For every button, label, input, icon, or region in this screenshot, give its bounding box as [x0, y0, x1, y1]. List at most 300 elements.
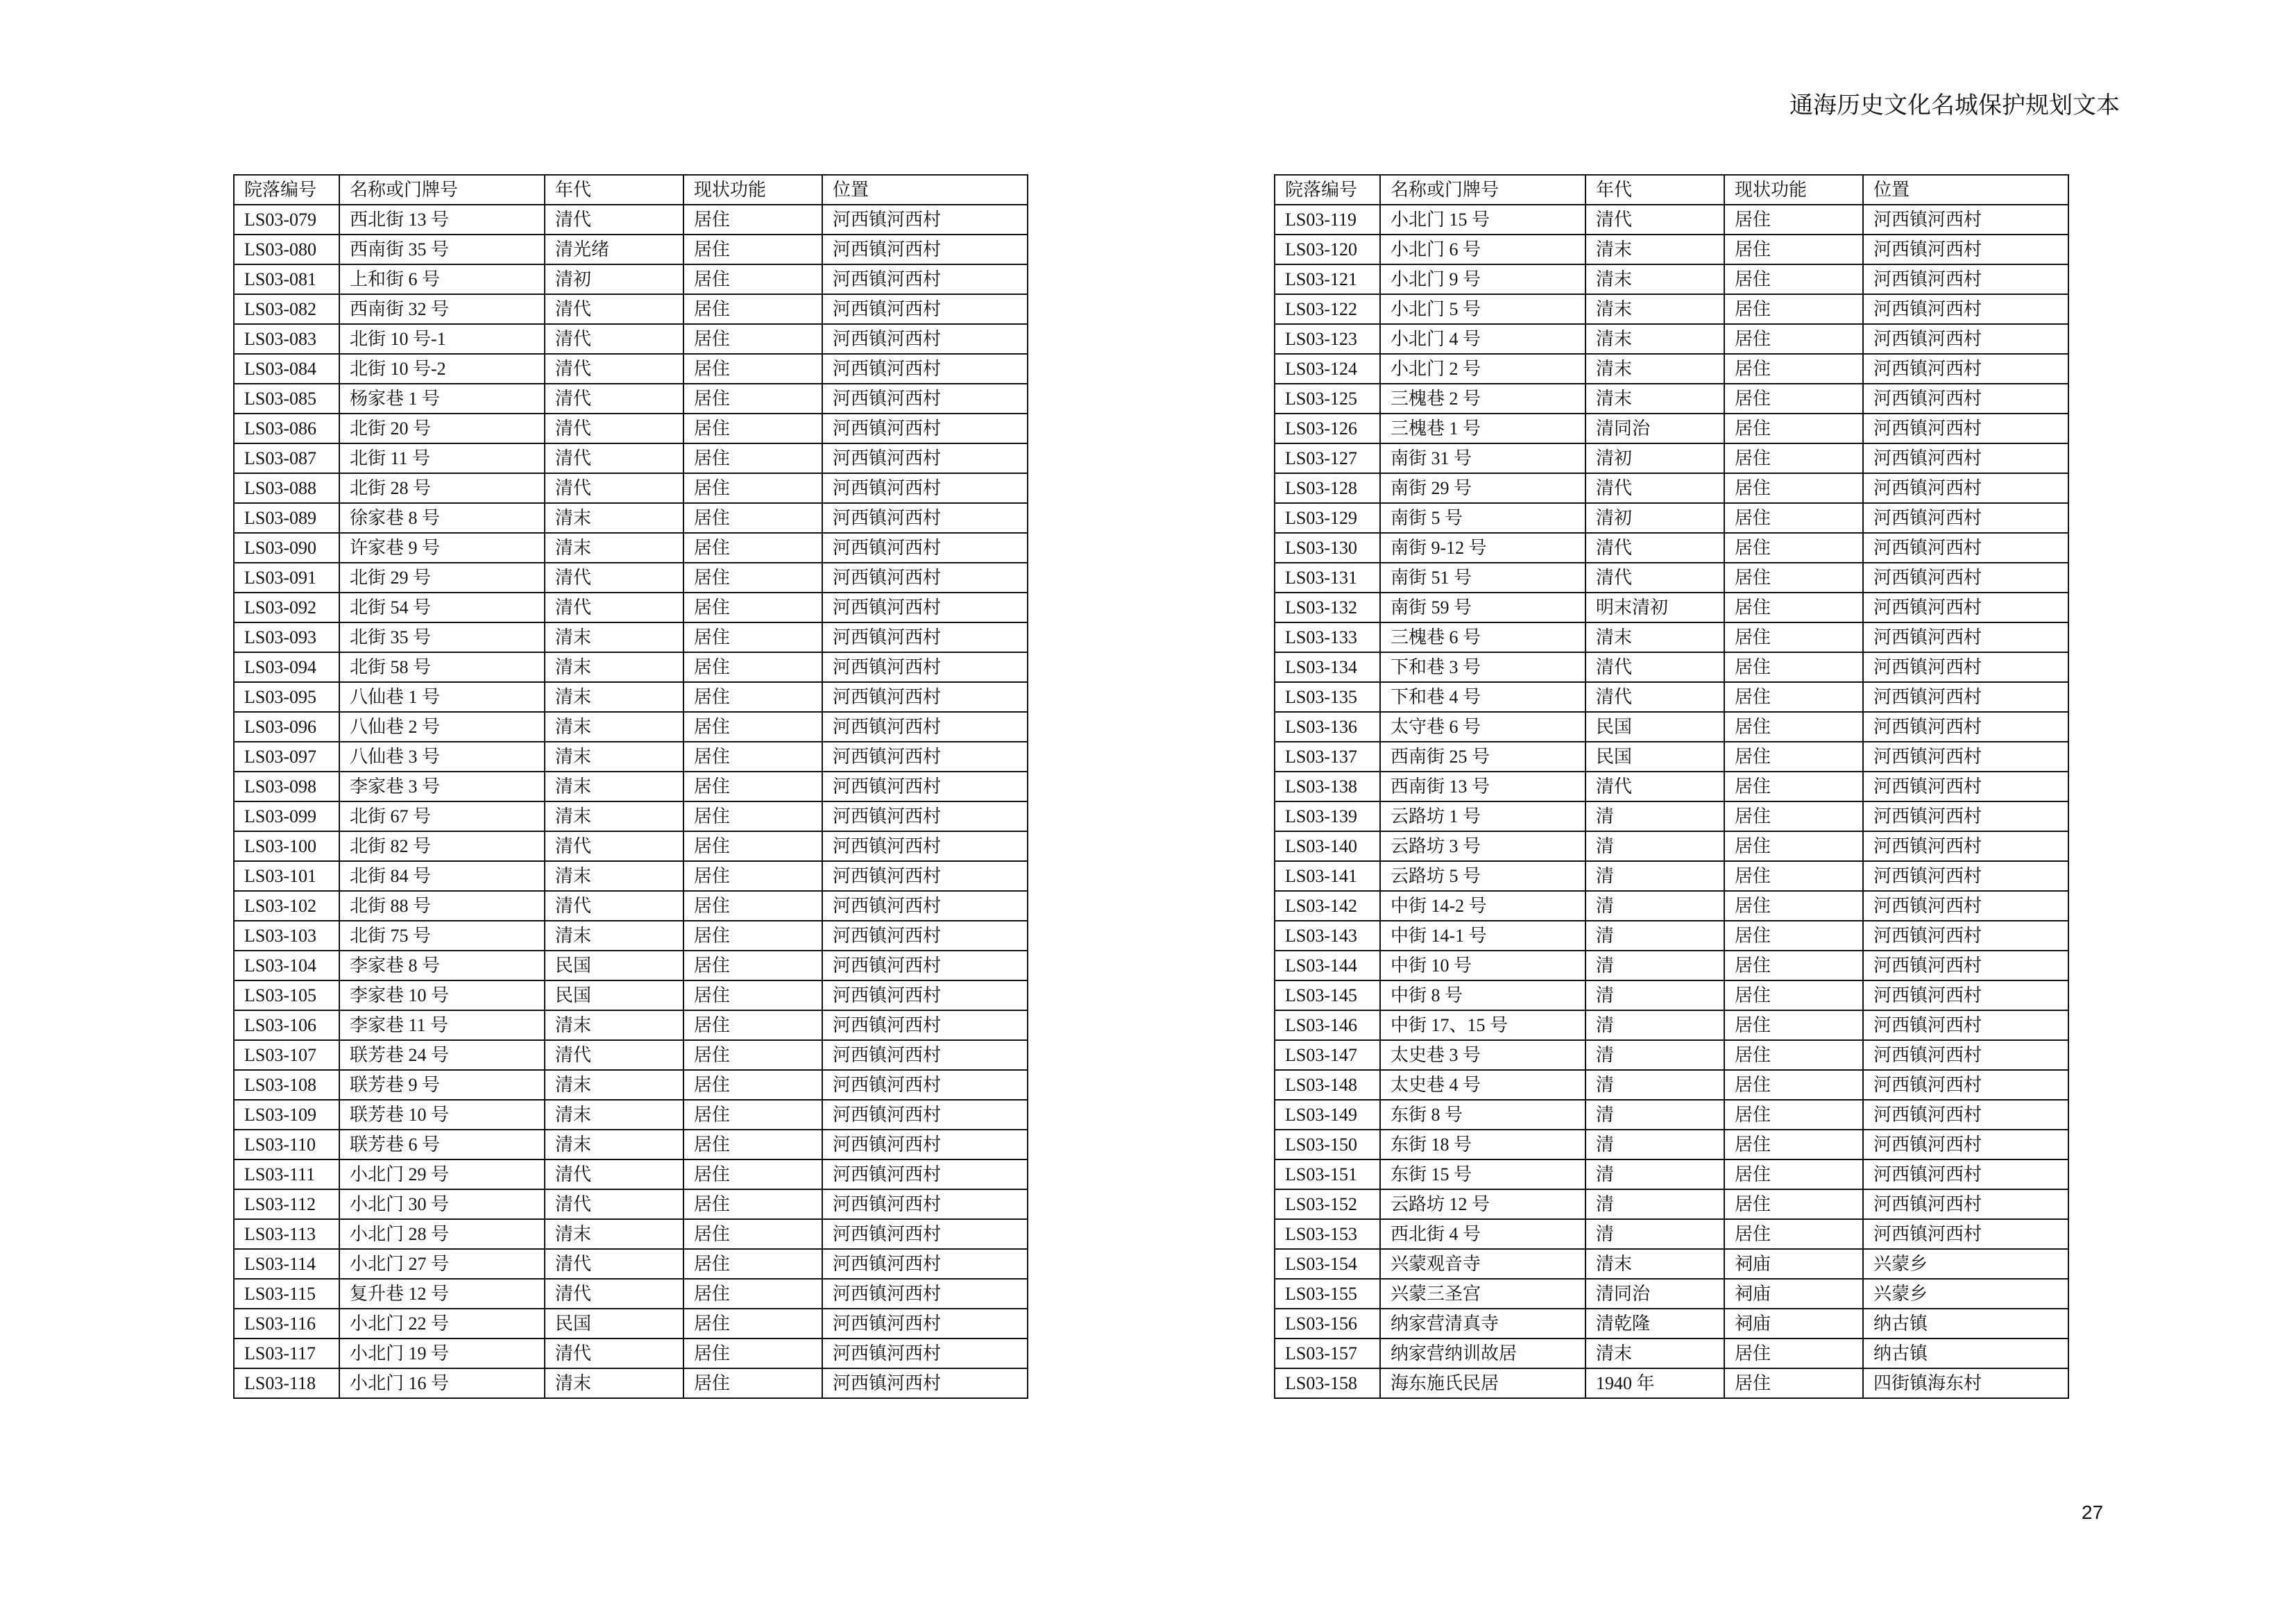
table-row — [1275, 1339, 2068, 1368]
table-row — [234, 205, 1028, 235]
cell-name: 李家巷 11 号 — [339, 1010, 545, 1040]
cell-era: 清初 — [1585, 503, 1724, 533]
cell-name: 许家巷 9 号 — [339, 533, 545, 563]
cell-function: 居住 — [683, 772, 822, 801]
table-row — [1275, 1070, 2068, 1100]
table-row — [234, 1279, 1028, 1309]
cell-location: 河西镇河西村 — [822, 593, 1028, 622]
cell-function: 居住 — [1724, 652, 1863, 682]
cell-era: 清末 — [545, 533, 683, 563]
cell-function: 居住 — [683, 801, 822, 831]
table-row — [234, 1040, 1028, 1070]
cell-id: LS03-155 — [1275, 1279, 1380, 1309]
cell-era: 清末 — [545, 801, 683, 831]
cell-id: LS03-131 — [1275, 563, 1380, 593]
table-row — [234, 1368, 1028, 1398]
cell-location: 河西镇河西村 — [822, 801, 1028, 831]
table-row — [234, 1339, 1028, 1368]
cell-location: 河西镇河西村 — [1863, 1159, 2068, 1189]
cell-era: 清代 — [545, 443, 683, 473]
table-row — [1275, 652, 2068, 682]
cell-era: 清初 — [1585, 443, 1724, 473]
cell-location: 河西镇河西村 — [1863, 712, 2068, 742]
cell-location: 河西镇河西村 — [1863, 473, 2068, 503]
table-row — [234, 1070, 1028, 1100]
cell-era: 清代 — [1585, 205, 1724, 235]
table-row — [234, 1159, 1028, 1189]
cell-id: LS03-126 — [1275, 414, 1380, 443]
table-row — [1275, 593, 2068, 622]
cell-function: 居住 — [683, 712, 822, 742]
cell-era: 清末 — [545, 772, 683, 801]
cell-era: 清代 — [545, 563, 683, 593]
cell-location: 河西镇河西村 — [822, 682, 1028, 712]
cell-era: 民国 — [1585, 742, 1724, 772]
cell-location: 河西镇河西村 — [822, 1279, 1028, 1309]
cell-id: LS03-097 — [234, 742, 339, 772]
table-row — [1275, 294, 2068, 324]
table-row — [1275, 801, 2068, 831]
table-row — [234, 414, 1028, 443]
table-row — [1275, 1100, 2068, 1130]
cell-id: LS03-119 — [1275, 205, 1380, 235]
cell-function: 居住 — [683, 443, 822, 473]
cell-era: 清光绪 — [545, 235, 683, 264]
cell-era: 清初 — [545, 264, 683, 294]
cell-name: 西南街 25 号 — [1380, 742, 1585, 772]
cell-name: 兴蒙观音寺 — [1380, 1249, 1585, 1279]
cell-era: 清末 — [1585, 235, 1724, 264]
cell-era: 清代 — [1585, 652, 1724, 682]
cell-location: 河西镇河西村 — [1863, 1130, 2068, 1159]
cell-location: 河西镇河西村 — [822, 652, 1028, 682]
cell-id: LS03-146 — [1275, 1010, 1380, 1040]
cell-era: 清同治 — [1585, 414, 1724, 443]
cell-function: 居住 — [683, 473, 822, 503]
cell-name: 海东施氏民居 — [1380, 1368, 1585, 1398]
cell-era: 清 — [1585, 1219, 1724, 1249]
cell-era: 清 — [1585, 951, 1724, 980]
cell-function: 居住 — [683, 1130, 822, 1159]
cell-function: 居住 — [1724, 1040, 1863, 1070]
cell-function: 居住 — [683, 533, 822, 563]
table-row — [1275, 205, 2068, 235]
cell-name: 西南街 35 号 — [339, 235, 545, 264]
cell-era: 清代 — [545, 354, 683, 384]
table-row — [1275, 772, 2068, 801]
cell-function: 居住 — [1724, 1368, 1863, 1398]
table-row — [234, 1130, 1028, 1159]
cell-location: 河西镇河西村 — [822, 1249, 1028, 1279]
cell-era: 清代 — [545, 1189, 683, 1219]
cell-function: 居住 — [683, 593, 822, 622]
cell-location: 河西镇河西村 — [1863, 652, 2068, 682]
cell-name: 李家巷 8 号 — [339, 951, 545, 980]
cell-location: 河西镇河西村 — [822, 742, 1028, 772]
cell-name: 北街 58 号 — [339, 652, 545, 682]
cell-id: LS03-105 — [234, 980, 339, 1010]
cell-era: 清末 — [545, 503, 683, 533]
cell-location: 河西镇河西村 — [1863, 980, 2068, 1010]
table-row — [234, 682, 1028, 712]
cell-id: LS03-111 — [234, 1159, 339, 1189]
cell-location: 河西镇河西村 — [822, 1219, 1028, 1249]
table-row — [234, 861, 1028, 891]
cell-function: 居住 — [1724, 801, 1863, 831]
column-header-id: 院落编号 — [234, 175, 339, 205]
column-header-era: 年代 — [1585, 175, 1724, 205]
cell-function: 居住 — [1724, 354, 1863, 384]
table-row — [234, 622, 1028, 652]
cell-location: 河西镇河西村 — [822, 1368, 1028, 1398]
cell-era: 清代 — [545, 1249, 683, 1279]
cell-era: 清末 — [545, 622, 683, 652]
cell-name: 联芳巷 6 号 — [339, 1130, 545, 1159]
cell-function: 居住 — [1724, 1189, 1863, 1219]
cell-era: 民国 — [545, 951, 683, 980]
cell-era: 清同治 — [1585, 1279, 1724, 1309]
cell-location: 河西镇河西村 — [1863, 1040, 2068, 1070]
cell-id: LS03-096 — [234, 712, 339, 742]
cell-name: 南街 29 号 — [1380, 473, 1585, 503]
cell-era: 清代 — [545, 593, 683, 622]
cell-location: 河西镇河西村 — [1863, 861, 2068, 891]
cell-id: LS03-137 — [1275, 742, 1380, 772]
cell-function: 居住 — [1724, 951, 1863, 980]
cell-id: LS03-136 — [1275, 712, 1380, 742]
cell-era: 清末 — [545, 1100, 683, 1130]
cell-location: 河西镇河西村 — [822, 443, 1028, 473]
table-row — [1275, 1130, 2068, 1159]
cell-name: 北街 10 号-2 — [339, 354, 545, 384]
column-header-function: 现状功能 — [683, 175, 822, 205]
cell-function: 居住 — [1724, 324, 1863, 354]
cell-function: 居住 — [683, 1339, 822, 1368]
table-row — [1275, 1219, 2068, 1249]
cell-function: 居住 — [683, 831, 822, 861]
cell-era: 清 — [1585, 1040, 1724, 1070]
cell-function: 居住 — [683, 622, 822, 652]
cell-era: 清末 — [545, 652, 683, 682]
cell-id: LS03-118 — [234, 1368, 339, 1398]
cell-era: 清 — [1585, 921, 1724, 951]
cell-id: LS03-086 — [234, 414, 339, 443]
cell-location: 河西镇河西村 — [1863, 682, 2068, 712]
cell-function: 居住 — [683, 384, 822, 414]
table-header — [1275, 175, 2068, 205]
cell-location: 河西镇河西村 — [1863, 1189, 2068, 1219]
cell-id: LS03-100 — [234, 831, 339, 861]
cell-era: 清末 — [1585, 354, 1724, 384]
cell-location: 河西镇河西村 — [822, 473, 1028, 503]
cell-name: 小北门 4 号 — [1380, 324, 1585, 354]
cell-function: 居住 — [683, 861, 822, 891]
table-row — [234, 891, 1028, 921]
cell-location: 河西镇河西村 — [1863, 1070, 2068, 1100]
cell-id: LS03-079 — [234, 205, 339, 235]
table-row — [1275, 473, 2068, 503]
cell-location: 河西镇河西村 — [822, 324, 1028, 354]
table-row — [234, 652, 1028, 682]
table-row — [1275, 1010, 2068, 1040]
cell-name: 中街 14-2 号 — [1380, 891, 1585, 921]
table-row — [234, 1249, 1028, 1279]
cell-location: 河西镇河西村 — [1863, 742, 2068, 772]
cell-era: 清代 — [1585, 682, 1724, 712]
cell-function: 居住 — [683, 205, 822, 235]
table-row — [234, 384, 1028, 414]
table-body — [234, 205, 1028, 1398]
cell-name: 太史巷 3 号 — [1380, 1040, 1585, 1070]
cell-era: 清末 — [545, 712, 683, 742]
cell-name: 联芳巷 9 号 — [339, 1070, 545, 1100]
cell-name: 小北门 30 号 — [339, 1189, 545, 1219]
table-row — [1275, 712, 2068, 742]
cell-era: 清代 — [545, 1279, 683, 1309]
cell-name: 云路坊 5 号 — [1380, 861, 1585, 891]
cell-function: 居住 — [1724, 742, 1863, 772]
cell-location: 河西镇河西村 — [822, 1189, 1028, 1219]
cell-location: 河西镇河西村 — [1863, 264, 2068, 294]
cell-era: 清末 — [545, 742, 683, 772]
cell-function: 居住 — [683, 563, 822, 593]
cell-function: 居住 — [1724, 1219, 1863, 1249]
column-header-era: 年代 — [545, 175, 683, 205]
column-header-id: 院落编号 — [1275, 175, 1380, 205]
cell-name: 兴蒙三圣宫 — [1380, 1279, 1585, 1309]
table-row — [1275, 1249, 2068, 1279]
cell-location: 河西镇河西村 — [1863, 384, 2068, 414]
cell-era: 清末 — [1585, 622, 1724, 652]
cell-function: 居住 — [1724, 980, 1863, 1010]
cell-id: LS03-082 — [234, 294, 339, 324]
cell-function: 居住 — [683, 682, 822, 712]
cell-name: 中街 8 号 — [1380, 980, 1585, 1010]
cell-location: 河西镇河西村 — [822, 414, 1028, 443]
table-row — [1275, 533, 2068, 563]
cell-era: 清代 — [545, 205, 683, 235]
cell-function: 居住 — [683, 1279, 822, 1309]
cell-id: LS03-110 — [234, 1130, 339, 1159]
table-row — [234, 563, 1028, 593]
cell-name: 西北街 4 号 — [1380, 1219, 1585, 1249]
cell-function: 居住 — [683, 354, 822, 384]
cell-era: 清 — [1585, 831, 1724, 861]
table-row — [234, 1010, 1028, 1040]
cell-name: 三槐巷 2 号 — [1380, 384, 1585, 414]
cell-name: 北街 20 号 — [339, 414, 545, 443]
cell-name: 纳家营纳训故居 — [1380, 1339, 1585, 1368]
cell-id: LS03-084 — [234, 354, 339, 384]
cell-name: 南街 5 号 — [1380, 503, 1585, 533]
cell-function: 祠庙 — [1724, 1279, 1863, 1309]
cell-name: 小北门 22 号 — [339, 1309, 545, 1339]
cell-era: 清代 — [1585, 533, 1724, 563]
cell-location: 河西镇河西村 — [822, 1339, 1028, 1368]
table-row — [1275, 1309, 2068, 1339]
cell-name: 八仙巷 2 号 — [339, 712, 545, 742]
column-header-location: 位置 — [1863, 175, 2068, 205]
cell-name: 北街 75 号 — [339, 921, 545, 951]
cell-era: 清末 — [1585, 294, 1724, 324]
cell-id: LS03-130 — [1275, 533, 1380, 563]
cell-location: 河西镇河西村 — [822, 1100, 1028, 1130]
cell-id: LS03-145 — [1275, 980, 1380, 1010]
page-header-title: 通海历史文化名城保护规划文本 — [1789, 92, 2120, 119]
cell-function: 居住 — [1724, 622, 1863, 652]
cell-location: 河西镇河西村 — [822, 384, 1028, 414]
cell-name: 三槐巷 1 号 — [1380, 414, 1585, 443]
cell-location: 兴蒙乡 — [1863, 1279, 2068, 1309]
cell-id: LS03-144 — [1275, 951, 1380, 980]
cell-name: 小北门 29 号 — [339, 1159, 545, 1189]
cell-function: 居住 — [1724, 861, 1863, 891]
cell-location: 河西镇河西村 — [822, 980, 1028, 1010]
table-row — [1275, 324, 2068, 354]
cell-era: 清代 — [545, 891, 683, 921]
cell-location: 河西镇河西村 — [1863, 414, 2068, 443]
cell-id: LS03-142 — [1275, 891, 1380, 921]
cell-era: 民国 — [545, 980, 683, 1010]
cell-function: 居住 — [683, 324, 822, 354]
cell-id: LS03-122 — [1275, 294, 1380, 324]
cell-location: 河西镇河西村 — [822, 921, 1028, 951]
table-row — [1275, 682, 2068, 712]
table-row — [234, 593, 1028, 622]
table-row — [234, 951, 1028, 980]
cell-era: 清 — [1585, 1189, 1724, 1219]
cell-location: 河西镇河西村 — [822, 772, 1028, 801]
table-row — [1275, 235, 2068, 264]
cell-id: LS03-141 — [1275, 861, 1380, 891]
cell-id: LS03-103 — [234, 921, 339, 951]
cell-id: LS03-127 — [1275, 443, 1380, 473]
cell-era: 清 — [1585, 980, 1724, 1010]
cell-function: 居住 — [683, 1368, 822, 1398]
cell-id: LS03-080 — [234, 235, 339, 264]
cell-location: 河西镇河西村 — [822, 712, 1028, 742]
cell-id: LS03-129 — [1275, 503, 1380, 533]
cell-location: 河西镇河西村 — [1863, 205, 2068, 235]
cell-id: LS03-133 — [1275, 622, 1380, 652]
cell-name: 西北街 13 号 — [339, 205, 545, 235]
cell-location: 河西镇河西村 — [1863, 622, 2068, 652]
table-row — [1275, 831, 2068, 861]
table-row — [234, 473, 1028, 503]
cell-name: 下和巷 4 号 — [1380, 682, 1585, 712]
cell-id: LS03-115 — [234, 1279, 339, 1309]
cell-location: 河西镇河西村 — [822, 1010, 1028, 1040]
cell-id: LS03-148 — [1275, 1070, 1380, 1100]
cell-name: 南街 9-12 号 — [1380, 533, 1585, 563]
cell-location: 河西镇河西村 — [822, 205, 1028, 235]
cell-id: LS03-149 — [1275, 1100, 1380, 1130]
column-header-function: 现状功能 — [1724, 175, 1863, 205]
column-header-name: 名称或门牌号 — [339, 175, 545, 205]
cell-id: LS03-132 — [1275, 593, 1380, 622]
table-row — [1275, 503, 2068, 533]
cell-location: 河西镇河西村 — [822, 235, 1028, 264]
table-row — [1275, 414, 2068, 443]
cell-location: 河西镇河西村 — [1863, 235, 2068, 264]
cell-name: 北街 35 号 — [339, 622, 545, 652]
table-row — [234, 712, 1028, 742]
cell-era: 清 — [1585, 1010, 1724, 1040]
cell-name: 太史巷 4 号 — [1380, 1070, 1585, 1100]
cell-id: LS03-092 — [234, 593, 339, 622]
cell-id: LS03-083 — [234, 324, 339, 354]
cell-name: 杨家巷 1 号 — [339, 384, 545, 414]
table-row — [234, 831, 1028, 861]
header-row — [1275, 175, 2068, 205]
cell-name: 北街 54 号 — [339, 593, 545, 622]
cell-era: 清代 — [545, 1159, 683, 1189]
table-row — [234, 772, 1028, 801]
cell-function: 居住 — [1724, 414, 1863, 443]
cell-era: 清代 — [545, 473, 683, 503]
cell-function: 居住 — [1724, 235, 1863, 264]
cell-name: 东街 8 号 — [1380, 1100, 1585, 1130]
cell-era: 清代 — [545, 294, 683, 324]
cell-location: 河西镇河西村 — [1863, 443, 2068, 473]
cell-name: 小北门 19 号 — [339, 1339, 545, 1368]
cell-name: 下和巷 3 号 — [1380, 652, 1585, 682]
cell-era: 清代 — [1585, 772, 1724, 801]
cell-id: LS03-113 — [234, 1219, 339, 1249]
cell-id: LS03-087 — [234, 443, 339, 473]
cell-location: 河西镇河西村 — [822, 831, 1028, 861]
cell-era: 清末 — [1585, 1249, 1724, 1279]
cell-id: LS03-095 — [234, 682, 339, 712]
table-row — [1275, 443, 2068, 473]
cell-id: LS03-147 — [1275, 1040, 1380, 1070]
cell-era: 清代 — [1585, 473, 1724, 503]
cell-name: 北街 84 号 — [339, 861, 545, 891]
cell-location: 河西镇河西村 — [822, 533, 1028, 563]
cell-id: LS03-121 — [1275, 264, 1380, 294]
table-row — [1275, 980, 2068, 1010]
cell-name: 小北门 6 号 — [1380, 235, 1585, 264]
cell-function: 居住 — [683, 1010, 822, 1040]
cell-location: 河西镇河西村 — [1863, 831, 2068, 861]
cell-era: 明末清初 — [1585, 593, 1724, 622]
table-row — [1275, 1040, 2068, 1070]
cell-function: 居住 — [1724, 831, 1863, 861]
cell-function: 居住 — [1724, 682, 1863, 712]
cell-name: 小北门 9 号 — [1380, 264, 1585, 294]
cell-id: LS03-098 — [234, 772, 339, 801]
cell-id: LS03-128 — [1275, 473, 1380, 503]
cell-function: 居住 — [1724, 443, 1863, 473]
cell-id: LS03-158 — [1275, 1368, 1380, 1398]
column-header-name: 名称或门牌号 — [1380, 175, 1585, 205]
cell-id: LS03-139 — [1275, 801, 1380, 831]
cell-name: 南街 31 号 — [1380, 443, 1585, 473]
cell-name: 徐家巷 8 号 — [339, 503, 545, 533]
cell-id: LS03-157 — [1275, 1339, 1380, 1368]
table-row — [234, 264, 1028, 294]
page-number: 27 — [2082, 1502, 2104, 1523]
cell-era: 清 — [1585, 1100, 1724, 1130]
cell-era: 清代 — [545, 1339, 683, 1368]
header-row — [234, 175, 1028, 205]
cell-era: 清乾隆 — [1585, 1309, 1724, 1339]
cell-id: LS03-114 — [234, 1249, 339, 1279]
table-row — [234, 503, 1028, 533]
cell-location: 河西镇河西村 — [1863, 533, 2068, 563]
cell-name: 小北门 5 号 — [1380, 294, 1585, 324]
cell-id: LS03-125 — [1275, 384, 1380, 414]
